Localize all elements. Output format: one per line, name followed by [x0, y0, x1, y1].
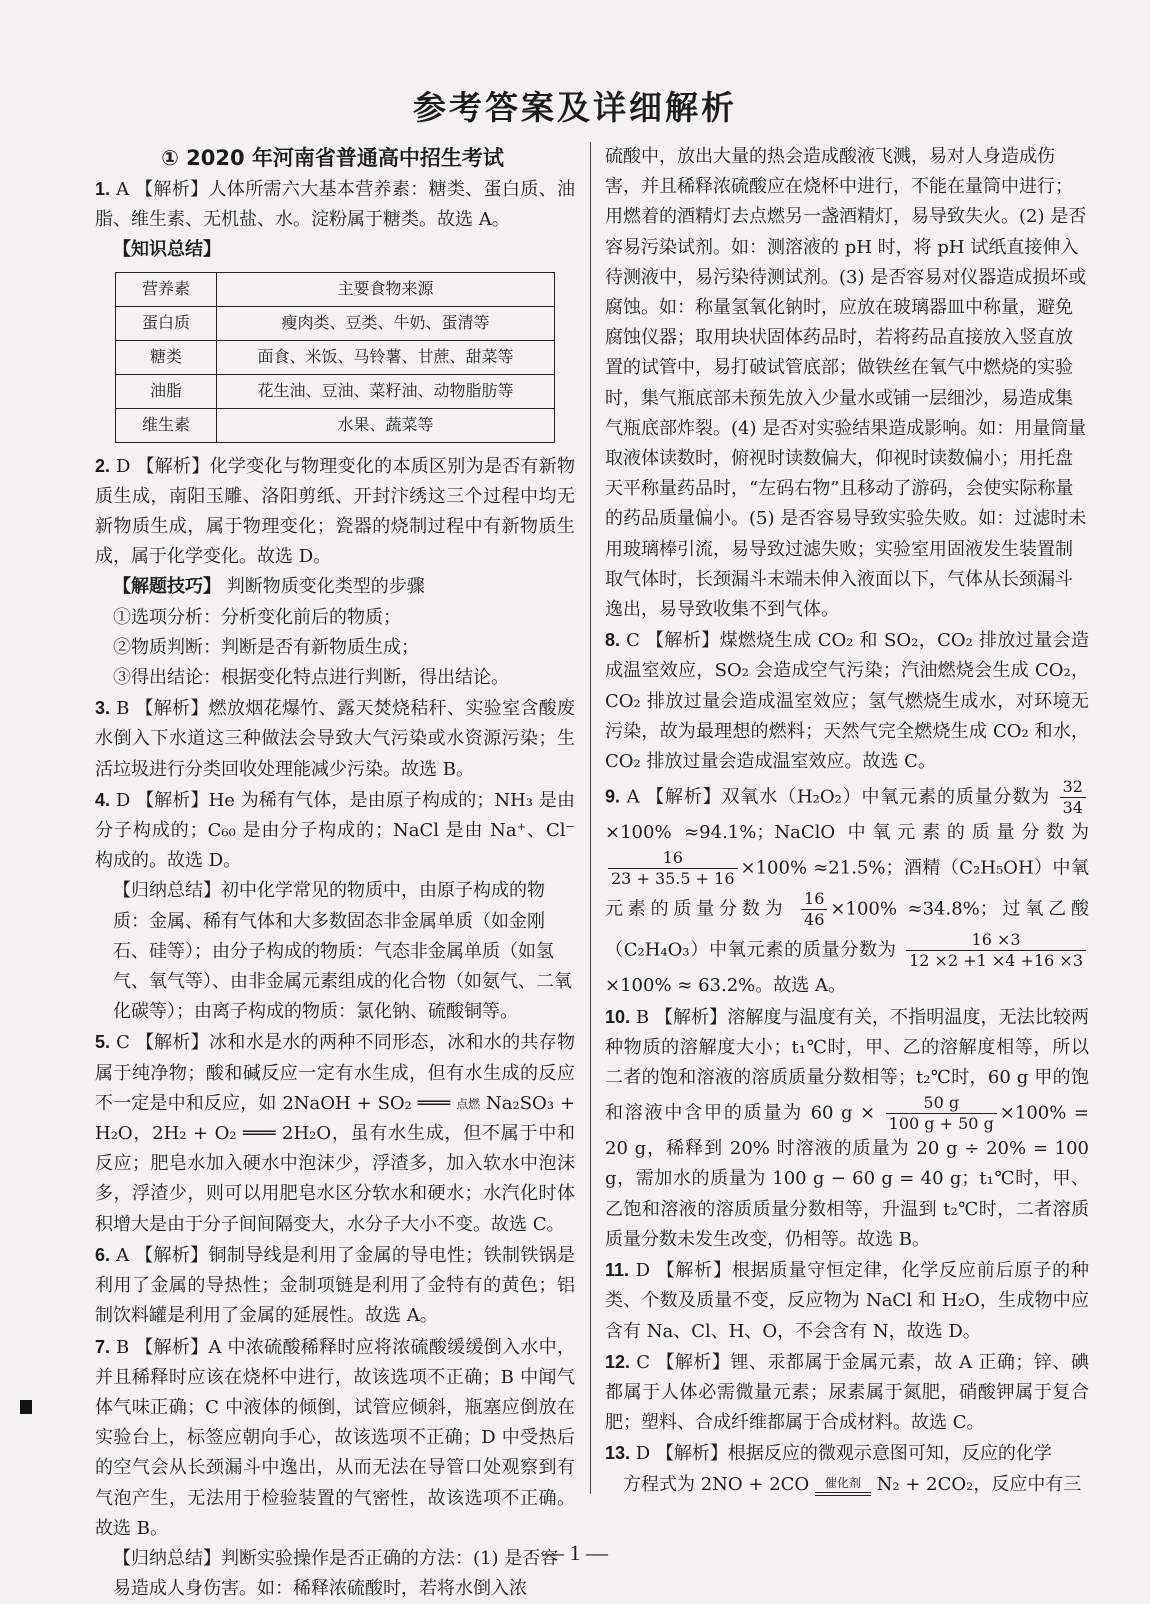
answer-q8 — [605, 625, 1089, 777]
table-row — [116, 374, 555, 408]
table-cell: 蛋白质 — [116, 306, 217, 340]
corner-mark — [20, 1400, 32, 1414]
fraction-numerator: 16 — [801, 889, 827, 910]
q5-condition — [456, 1095, 480, 1113]
left-column — [95, 142, 575, 1604]
q7-summary-a: 【归纳总结】判断实验操作是否正确的方法：(1) 是否容易造成人身伤害。如：稀释浓硫酸时，若将水倒入浓 — [113, 1547, 559, 1600]
answer-q11 — [605, 1255, 1089, 1347]
q13-text: D 【解析】根据反应的微观示意图可知，反应的化学 — [635, 1443, 1052, 1465]
q11-number: 11. — [605, 1260, 630, 1281]
q2-tip-label: 【解题技巧】 — [113, 576, 221, 598]
q4-summary: 【归纳总结】初中化学常见的物质中，由原子构成的物质：金属、稀有气体和大多数固态非金属单质（如金刚石、硅等）；由分子构成的物质：气态非金属单质（如氢气、氧气等）、由非金属元素组成的化合物（如氨气、二氧化碳等）；由离子构成的物质：氯化钠、硫酸铜等。 — [113, 880, 572, 1023]
q2-step: ①选项分析：分析变化前后的物质； — [113, 606, 401, 628]
fraction-numerator: 16 — [608, 848, 738, 869]
q2-tip — [113, 572, 575, 602]
q13-eq-pre: 方程式为 2NO + 2CO — [623, 1473, 810, 1495]
page-number: — 1 — — [542, 1540, 608, 1565]
q10-text: B 【解析】溶解度与温度有关，不指明温度，无法比较两种物质的溶解度大小；t₁℃时，甲、乙的溶解度相等，所以二者的饱和溶液的溶质质量分数相等；t₂℃时，60 g 甲的饱和溶液中含甲的质量为 60 g × — [605, 1006, 1089, 1124]
q10-text: ×100% = 20 g，稀释到 20% 时溶液的质量为 20 g ÷ 20% = 100 g，需加水的质量为 100 g − 60 g = 40 g；t₁℃时，甲、乙饱和溶液的溶质质量分数相等，升温到 t₂℃时，二者溶质质量分数未发生改变，仍相等。故选 B。 — [605, 1102, 1089, 1250]
q5-text-b: Na₂SO₃ + H₂O，2H₂ + O₂ ═══ 2H₂O，虽有水生成，但不属于中和反应；肥皂水加入硬水中泡沫少，浮渣多，加入软水中泡沫多，浮渣少，则可以用肥皂水区分软水和硬水；水汽化时体积增大是由于分子间间隔变大，水分子大小不变。故选 C。 — [95, 1092, 575, 1235]
answer-q6 — [95, 1240, 575, 1332]
fraction-numerator: 50 g — [886, 1093, 997, 1114]
fraction-denominator: 46 — [804, 910, 825, 930]
table-cell: 瘦肉类、豆类、牛奶、蛋清等 — [217, 306, 555, 340]
table-cell: 糖类 — [116, 340, 217, 374]
fraction-denominator: 100 g + 50 g — [888, 1114, 994, 1134]
fraction-denominator: 23 + 35.5 + 16 — [611, 869, 735, 889]
q3-text: B 【解析】燃放烟花爆竹、露天焚烧秸秆、实验室含酸废水倒入下水道这三种做法会导致大气污染或水资源污染；生活垃圾进行分类回收处理能减少污染。故选 B。 — [95, 698, 575, 780]
fraction-numerator: 16 ×3 — [906, 930, 1086, 951]
q13-equation — [623, 1470, 1089, 1500]
answer-q2 — [95, 451, 575, 573]
q13-eq-sign — [815, 1492, 871, 1496]
q1-summary-label: 【知识总结】 — [113, 239, 221, 261]
answer-q13 — [605, 1438, 1089, 1469]
fraction-denominator: 34 — [1062, 798, 1083, 818]
q2-step: ③得出结论：根据变化特点进行判断，得出结论。 — [113, 667, 509, 689]
q1-number: 1. — [95, 179, 111, 199]
q9-text: ×100% ≈21.5%；酒精（C₂H₅OH）中氧元素的质量分数为 — [605, 857, 1089, 920]
q12-text: C 【解析】锂、汞都属于金属元素，故 A 正确；锌、碘都属于人体必需微量元素；尿素属于氮肥，硝酸钾属于复合肥；塑料、合成纤维都属于合成材料。故选 C。 — [605, 1351, 1089, 1434]
q4-number: 4. — [95, 789, 111, 810]
q2-step: ②物质判断：判断是否有新物质生成； — [113, 636, 419, 658]
page-title: 参考答案及详细解析 — [413, 88, 737, 127]
table-cell: 面食、米饭、马铃薯、甘蔗、甜菜等 — [217, 340, 555, 374]
fraction — [1060, 777, 1086, 818]
table-row — [116, 306, 555, 340]
fraction — [906, 930, 1086, 971]
q9-number: 9. — [605, 786, 621, 807]
q3-number: 3. — [95, 698, 111, 719]
fraction — [886, 1093, 997, 1134]
q1-text: A 【解析】人体所需六大基本营养素：糖类、蛋白质、油脂、维生素、无机盐、水。淀粉属于糖类。故选 A。 — [95, 179, 576, 231]
table-row — [116, 340, 555, 374]
q9-text: 63.2%。故选 A。 — [698, 975, 846, 997]
q7-text: B 【解析】A 中浓硫酸稀释时应将浓硫酸缓缓倒入水中，并且稀释时应该在烧杯中进行，故该选项不正确；B 中闻气体气味正确；C 中液体的倾倒，试管应倾斜，瓶塞应倒放在实验台上，标签应朝向手心，故该选项不正确；D 中受热后的空气会从长颈漏斗中逸出，从而无法在导管口处观察到有气泡产生，无法用于检验装置的气密性，故该选项不正确。故选 B。 — [95, 1336, 575, 1539]
q5-number: 5. — [95, 1032, 111, 1053]
fraction-numerator: 32 — [1060, 777, 1086, 798]
q10-number: 10. — [605, 1006, 631, 1027]
q13-catalyst-label: 催化剂 — [824, 1475, 861, 1490]
q8-text: C 【解析】煤燃烧生成 CO₂ 和 SO₂，CO₂ 排放过量会造成温室效应，SO₂ 会造成空气污染；汽油燃烧会生成 CO₂，CO₂ 排放过量会造成温室效应；氢气燃烧生成水，对环境无污染，故为最理想的燃料；天然气完全燃烧生成 CO₂ 和水，CO₂ 排放过量会造成温室效应。故选 C。 — [605, 630, 1089, 773]
answer-q12 — [605, 1347, 1089, 1439]
answer-q10 — [605, 1002, 1089, 1255]
nutrient-table — [115, 272, 555, 443]
right-column — [605, 142, 1089, 1500]
answer-q7 — [95, 1332, 575, 1544]
table-cell: 维生素 — [116, 408, 217, 442]
q4-text: D 【解析】He 为稀有气体，是由原子构成的；NH₃ 是由分子构成的；C₆₀ 是由分子构成的；NaCl 是由 Na⁺、Cl⁻ 构成的。故选 D。 — [95, 789, 575, 872]
table-cell: 水果、蔬菜等 — [217, 408, 555, 442]
q13-catalyst — [815, 1474, 871, 1496]
q6-text: A 【解析】铜制导线是利用了金属的导电性；铁制铁锅是利用了金属的导热性；金制项链是利用了金特有的黄色；铝制饮料罐是利用了金属的延展性。故选 A。 — [95, 1244, 576, 1327]
q13-eq-post: N₂ + 2CO₂，反应中有三 — [876, 1473, 1082, 1495]
answer-q3 — [95, 693, 575, 785]
q5-text-a: C 【解析】冰和水是水的两种不同形态，冰和水的共存物属于纯净物；酸和碱反应一定有水生成，但有水生成的反应不一定是中和反应，如 2NaOH + SO₂ ═══ — [95, 1032, 575, 1114]
q9-text: ×100% ≈94.1%；NaClO 中氧元素的质量分数为 — [605, 822, 1089, 844]
section-title: ① 2020 年河南省普通高中招生考试 — [161, 146, 504, 170]
q9-text: ×100% ≈ — [605, 975, 693, 997]
q9-text: ×100% ≈34.8%；过氧乙酸（C₂H₄O₃）中氧元素的质量分数为 — [605, 898, 1089, 961]
fraction — [608, 848, 738, 889]
fraction-denominator: 12 ×2 +1 ×4 +16 ×3 — [909, 951, 1083, 971]
answer-q5 — [95, 1027, 575, 1239]
table-header-cell: 主要食物来源 — [217, 272, 555, 306]
q6-number: 6. — [95, 1244, 111, 1265]
table-header-cell: 营养素 — [116, 272, 217, 306]
column-divider — [590, 142, 591, 1494]
q8-number: 8. — [605, 630, 621, 651]
q2-tip-title: 判断物质变化类型的步骤 — [226, 576, 425, 598]
q12-number: 12. — [605, 1351, 631, 1372]
table-row — [116, 408, 555, 442]
q7-summary-b: 硫酸中，放出大量的热会造成酸液飞溅，易对人身造成伤害，并且稀释浓硫酸应在烧杯中进行，不能在量筒中进行；用燃着的酒精灯去点燃另一盏酒精灯，易导致失火。(2) 是否容易污染试剂。如：测溶液的 pH 时，将 pH 试纸直接伸入待测液中，易污染待测试剂。(3) 是否容易对仪器造成损坏或腐蚀。如：称量氢氧化钠时，应放在玻璃器皿中称量，避免腐蚀仪器；取用块状固体药品时，若将药品直接放入竖直放置的试管中，易打破试管底部；做铁丝在氧气中燃烧的实验时，集气瓶底部未预先放入少量水或铺一层细沙，易造成集气瓶底部炸裂。(4) 是否对实验结果造成影响。如：用量筒量取液体读数时，俯视时读数偏大，仰视时读数偏小；用托盘天平称量药品时，“左码右物”且移动了游码，会使实际称量的药品质量偏小。(5) 是否容易导致实验失败。如：过滤时未用玻璃棒引流，易导致过滤失败；实验室用固液发生装置制取气体时，长颈漏斗末端未伸入液面以下，气体从长颈漏斗逸出，易导致收集不到气体。 — [605, 146, 1087, 621]
fraction — [801, 889, 827, 930]
q7-number: 7. — [95, 1336, 111, 1357]
q2-text: D 【解析】化学变化与物理变化的本质区别为是否有新物质生成，南阳玉雕、洛阳剪纸、开封汴绣这三个过程中均无新物质生成，属于物理变化；瓷器的烧制过程中有新物质生成，属于化学变化。故选 D。 — [95, 455, 575, 568]
q11-text: D 【解析】根据质量守恒定律，化学反应前后原子的种类、个数及质量不变，反应物为 NaCl 和 H₂O，生成物中应含有 Na、Cl、H、O，不会含有 N，故选 D。 — [605, 1260, 1089, 1342]
q9-text: A 【解析】双氧水（H₂O₂）中氧元素的质量分数为 — [626, 786, 1051, 808]
answer-q4 — [95, 785, 575, 877]
q2-number: 2. — [95, 455, 111, 476]
table-cell: 油脂 — [116, 374, 217, 408]
answer-q1 — [95, 174, 575, 235]
answer-q9 — [605, 777, 1089, 1001]
table-cell: 花生油、豆油、菜籽油、动物脂肪等 — [217, 374, 555, 408]
q13-number: 13. — [605, 1443, 631, 1464]
q5-condition-label: 点燃 — [456, 1096, 481, 1111]
table-header-row — [116, 272, 555, 306]
